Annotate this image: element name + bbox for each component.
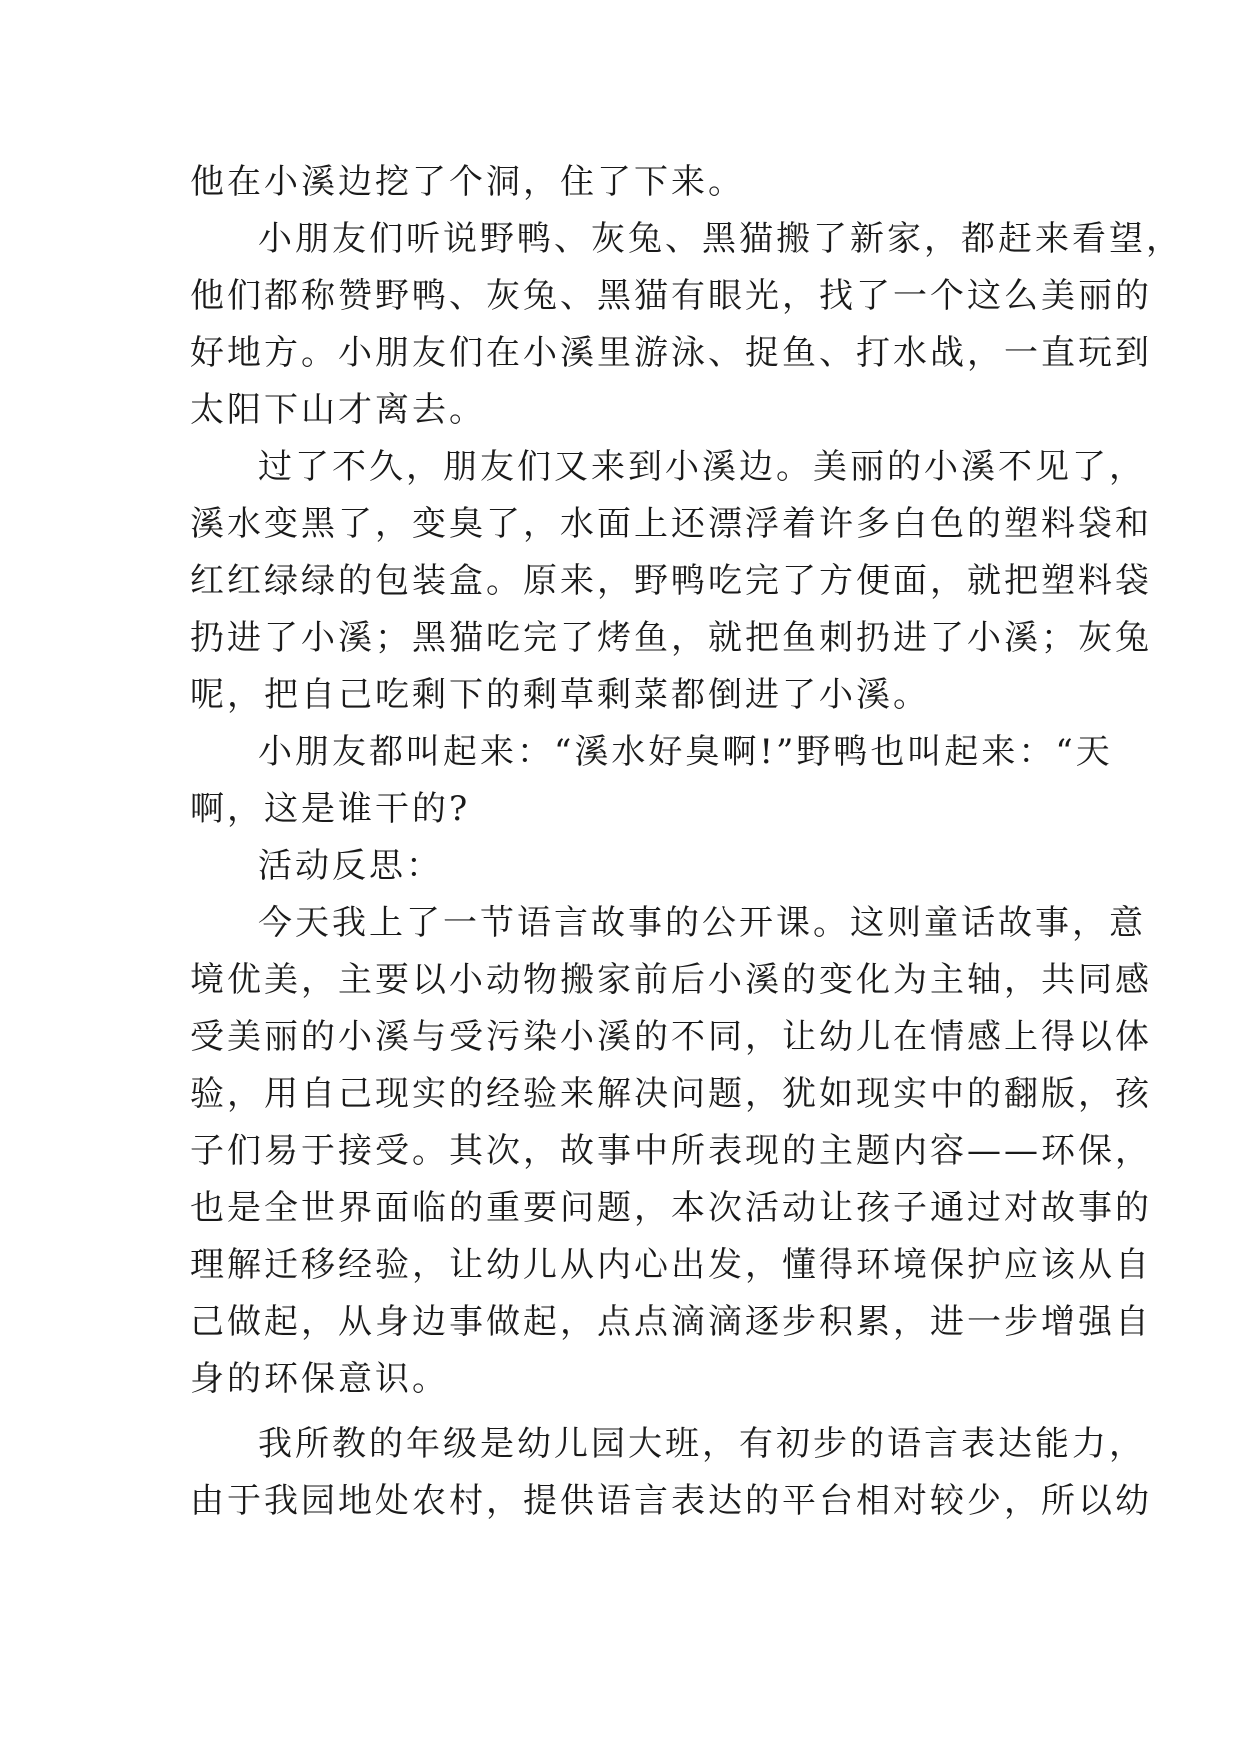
text-line: 溪水变黑了，变臭了，水面上还漂浮着许多白色的塑料袋和 (190, 504, 1152, 544)
text-line: 太阳下山才离去。 (190, 390, 486, 430)
text-line: 他在小溪边挖了个洞，住了下来。 (190, 162, 745, 202)
text-line: 好地方。小朋友们在小溪里游泳、捉鱼、打水战，一直玩到 (190, 333, 1152, 373)
text-line: 我所教的年级是幼儿园大班，有初步的语言表达能力， (258, 1424, 1146, 1464)
text-line: 小朋友都叫起来：“溪水好臭啊!”野鸭也叫起来：“天 (258, 732, 1113, 772)
text-line: 己做起，从身边事做起，点点滴滴逐步积累，进一步增强自 (190, 1302, 1152, 1342)
text-line: 身的环保意识。 (190, 1359, 449, 1399)
text-line: 理解迁移经验，让幼儿从内心出发，懂得环境保护应该从自 (190, 1245, 1152, 1285)
text-line: 红红绿绿的包装盒。原来，野鸭吃完了方便面，就把塑料袋 (190, 561, 1152, 601)
text-line: 扔进了小溪；黑猫吃完了烤鱼，就把鱼刺扔进了小溪；灰兔 (190, 618, 1152, 658)
text-line: 由于我园地处农村，提供语言表达的平台相对较少，所以幼 (190, 1481, 1152, 1521)
text-line: 今天我上了一节语言故事的公开课。这则童话故事，意 (258, 903, 1146, 943)
text-line: 也是全世界面临的重要问题，本次活动让孩子通过对故事的 (190, 1188, 1152, 1228)
text-line: 受美丽的小溪与受污染小溪的不同，让幼儿在情感上得以体 (190, 1017, 1152, 1057)
text-line: 他们都称赞野鸭、灰兔、黑猫有眼光，找了一个这么美丽的 (190, 276, 1152, 316)
section-heading: 活动反思： (258, 846, 443, 886)
text-line: 过了不久，朋友们又来到小溪边。美丽的小溪不见了， (258, 447, 1146, 487)
text-line: 验，用自己现实的经验来解决问题，犹如现实中的翻版，孩 (190, 1074, 1152, 1114)
text-line: 小朋友们听说野鸭、灰兔、黑猫搬了新家，都赶来看望， (258, 219, 1183, 259)
text-line: 子们易于接受。其次，故事中所表现的主题内容——环保， (190, 1131, 1152, 1171)
text-line: 境优美，主要以小动物搬家前后小溪的变化为主轴，共同感 (190, 960, 1152, 1000)
text-line: 啊，这是谁干的? (190, 789, 471, 829)
text-line: 呢，把自己吃剩下的剩草剩菜都倒进了小溪。 (190, 675, 930, 715)
document-body (190, 154, 1183, 1530)
